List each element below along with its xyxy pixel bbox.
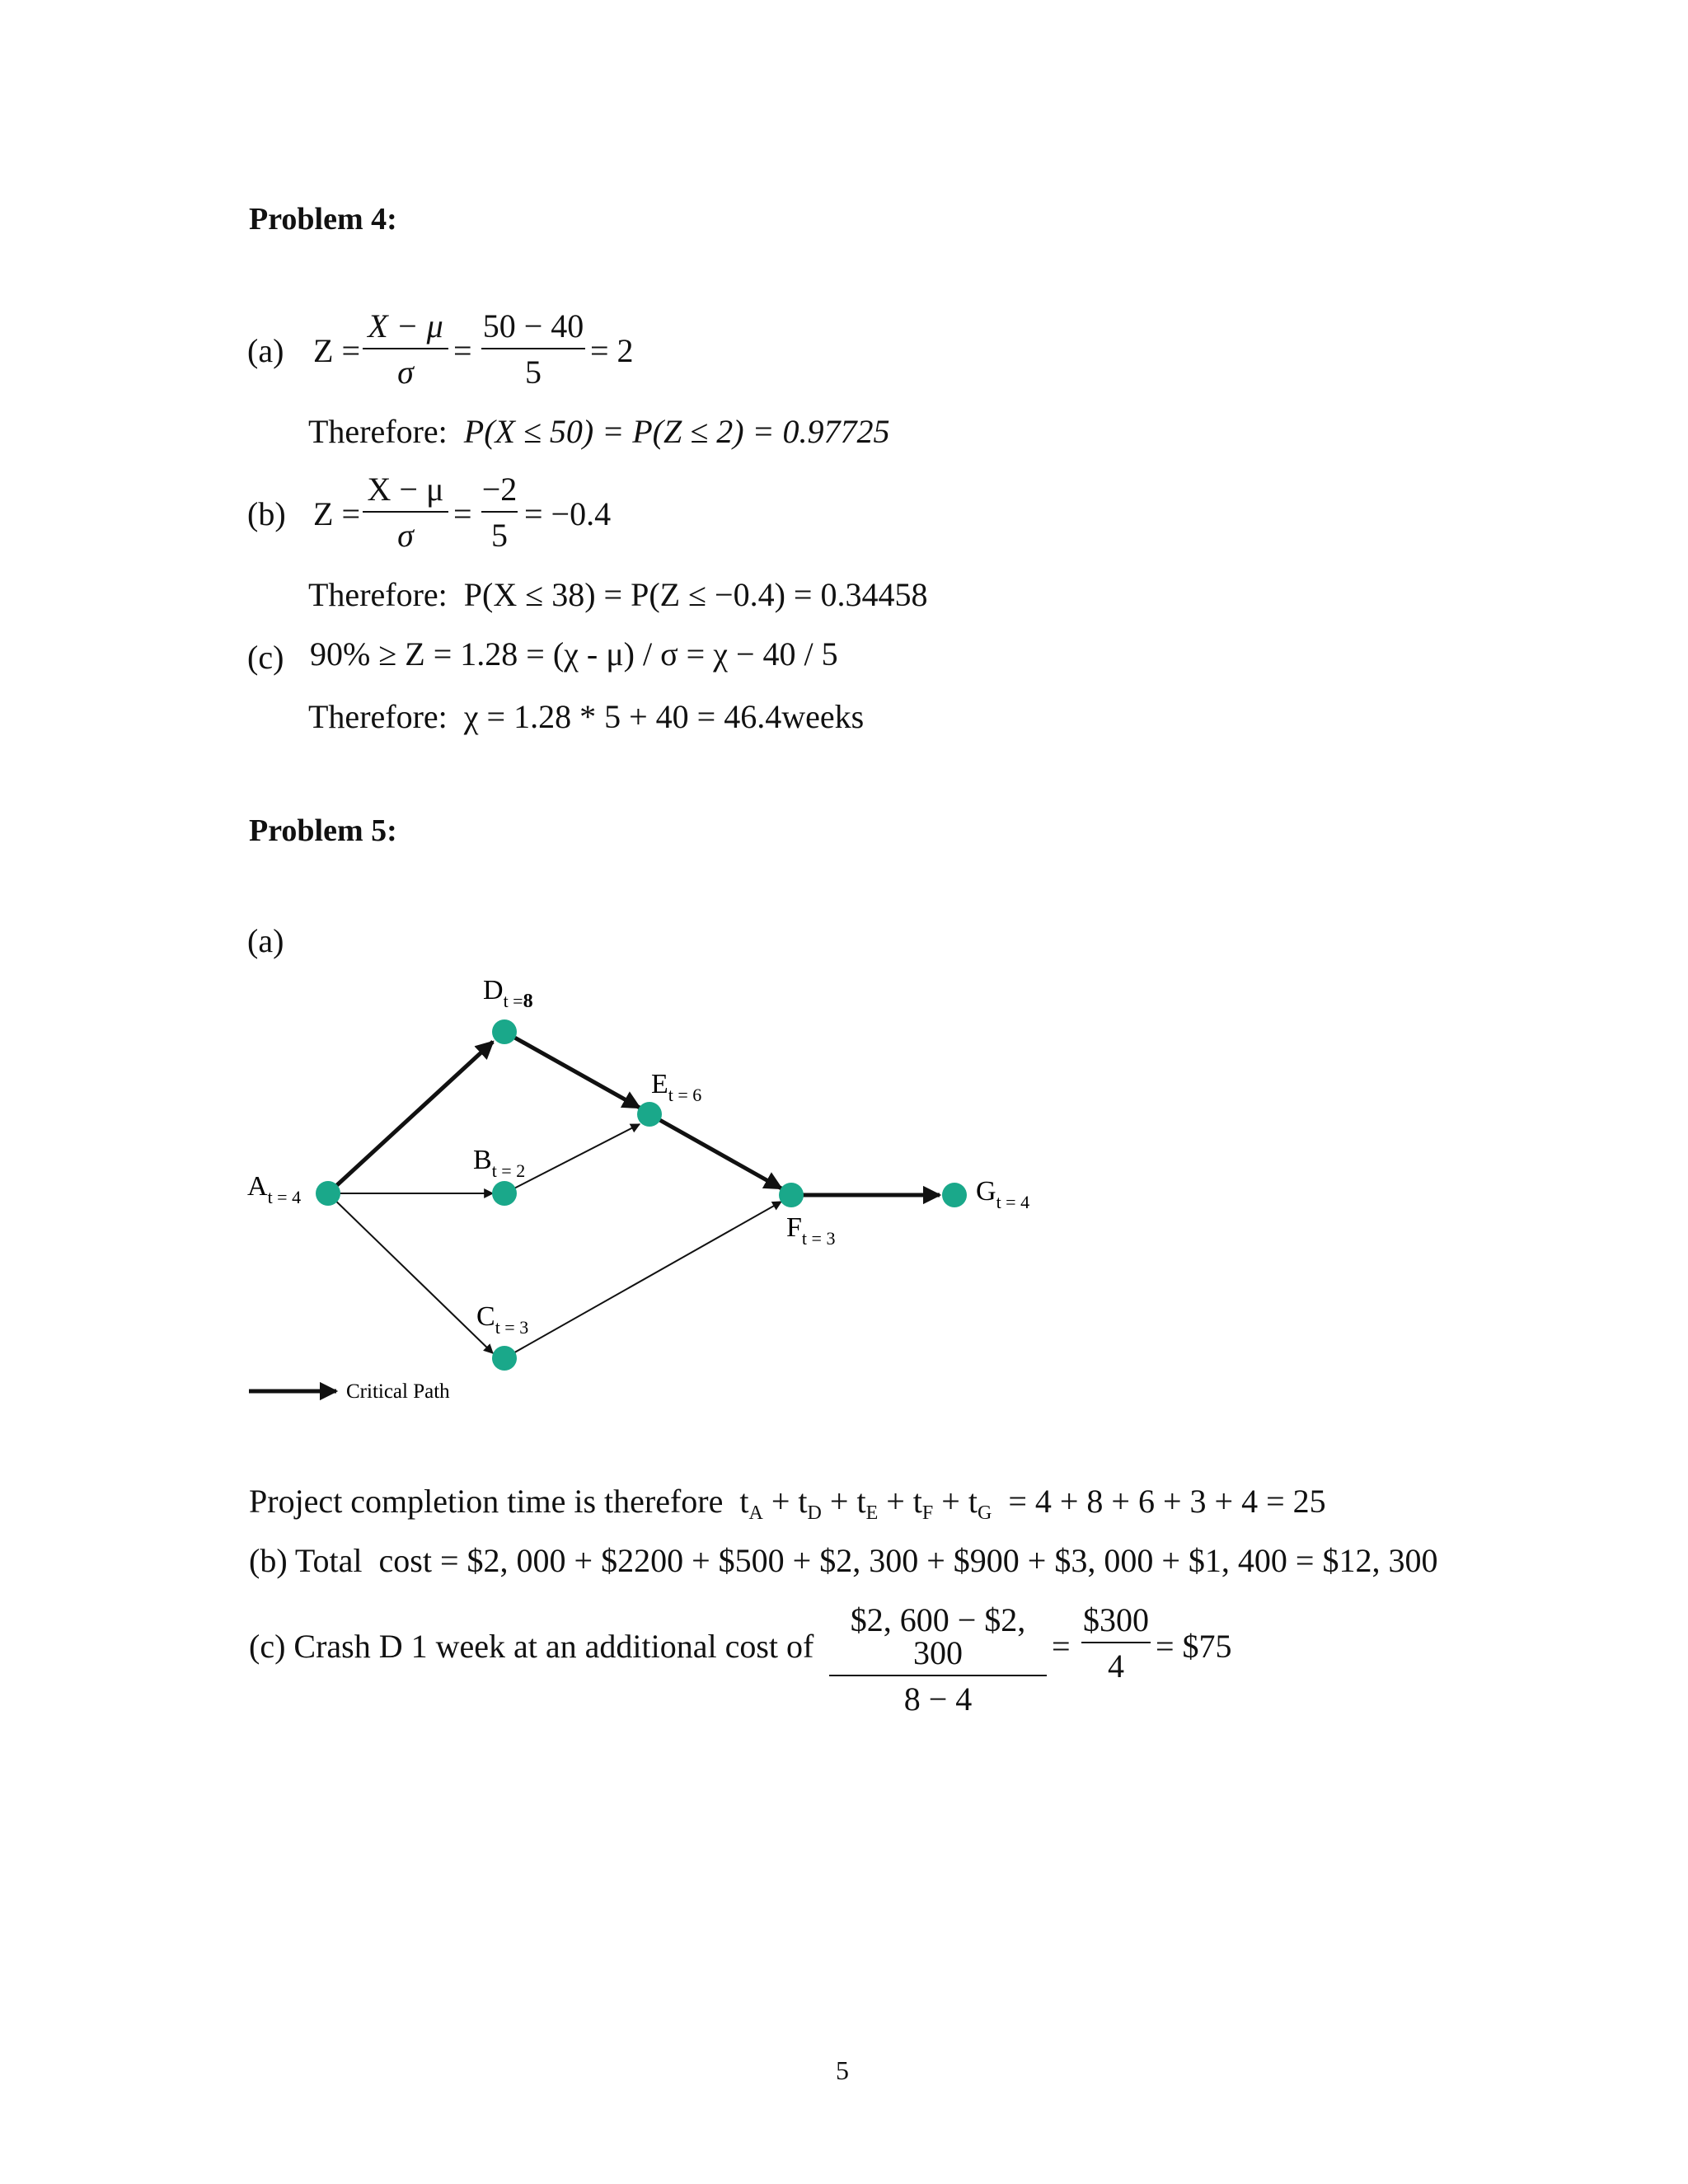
- label-g: $G_{t = 4}$: [976, 1176, 1030, 1212]
- denominator: σ: [397, 517, 414, 554]
- page-number: 5: [836, 2055, 849, 2085]
- node-g: [942, 1183, 967, 1207]
- part-a-label: (a): [247, 332, 284, 369]
- denominator: 5: [491, 517, 508, 554]
- node-f: [779, 1183, 804, 1207]
- part-a-label: (a): [247, 922, 284, 959]
- node-d: [492, 1019, 517, 1044]
- z-symbol: Z =: [313, 332, 360, 369]
- problem5-heading: Problem 5:: [249, 813, 397, 848]
- therefore-b: Therefore: P(X ≤ 38) = P(Z ≤ −0.4) = 0.34458: [308, 576, 928, 613]
- label-f: $F_{t = 3}$: [786, 1212, 836, 1249]
- numerator: $300: [1083, 1601, 1149, 1638]
- completion-time: Project completion time is therefore $t_A + t_D + t_E + t_F + t_G = 4 + 8 + 6 + 3 + 4 = 25$: [249, 1483, 1326, 1524]
- denominator: 8 − 4: [903, 1680, 973, 1718]
- node-a: [316, 1181, 340, 1206]
- edge-c-f: [504, 1202, 781, 1358]
- node-b: [492, 1181, 517, 1206]
- result: = −0.4: [524, 495, 612, 532]
- equation-c: 90% ≥ Z = 1.28 = (χ - μ) / σ = χ − 40 / 5: [310, 635, 838, 673]
- label-b: $B_{t = 2}$: [473, 1145, 526, 1181]
- crash-text: (c) Crash D 1 week at an additional cost of: [249, 1628, 814, 1665]
- result: = 2: [590, 332, 634, 369]
- label-c: $C_{t = 3}$: [476, 1301, 529, 1338]
- problem4-heading: Problem 4:: [249, 202, 397, 237]
- numerator: X − μ: [368, 307, 443, 344]
- numerator: X − μ: [367, 471, 444, 508]
- equals: =: [453, 495, 472, 532]
- label-a: $A_{t = 4}$: [247, 1171, 302, 1207]
- crash-result: = $75: [1156, 1628, 1232, 1665]
- edge-d-e-critical: [504, 1032, 640, 1108]
- fraction-crash-cost: [829, 1601, 1047, 1718]
- numerator: −2: [481, 471, 518, 508]
- node-e: [637, 1102, 662, 1127]
- fraction-300-over-4: [1081, 1601, 1151, 1685]
- therefore-a: Therefore: P(X ≤ 50) = P(Z ≤ 2) = 0.97725: [308, 413, 890, 450]
- edge-a-c: [328, 1193, 493, 1353]
- denominator: 4: [1108, 1647, 1124, 1685]
- equals: =: [1052, 1628, 1071, 1665]
- therefore-c: Therefore: χ = 1.28 * 5 + 40 = 46.4weeks: [308, 698, 865, 735]
- label-e: $E_{t = 6}$: [651, 1069, 702, 1105]
- node-c: [492, 1346, 517, 1371]
- z-symbol: Z =: [313, 495, 360, 532]
- denominator: σ: [397, 354, 414, 391]
- part-c-label: (c): [247, 639, 284, 676]
- equals: =: [453, 332, 472, 369]
- edge-a-d-critical: [328, 1042, 493, 1193]
- edge-b-e: [504, 1124, 640, 1193]
- part-b-label: (b): [247, 495, 286, 532]
- label-d: $D_{t =}8$: [483, 975, 533, 1012]
- legend-label: Critical Path: [346, 1380, 450, 1403]
- numerator: $2, 600 − $2, 300: [850, 1601, 1026, 1671]
- denominator: 5: [525, 354, 542, 391]
- edge-e-f-critical: [649, 1114, 781, 1188]
- numerator: 50 − 40: [482, 307, 584, 344]
- total-cost: (b) Total cost = $2, 000 + $2200 + $500 + $2, 300 + $900 + $3, 000 + $1, 400 = $12, 300: [249, 1542, 1438, 1579]
